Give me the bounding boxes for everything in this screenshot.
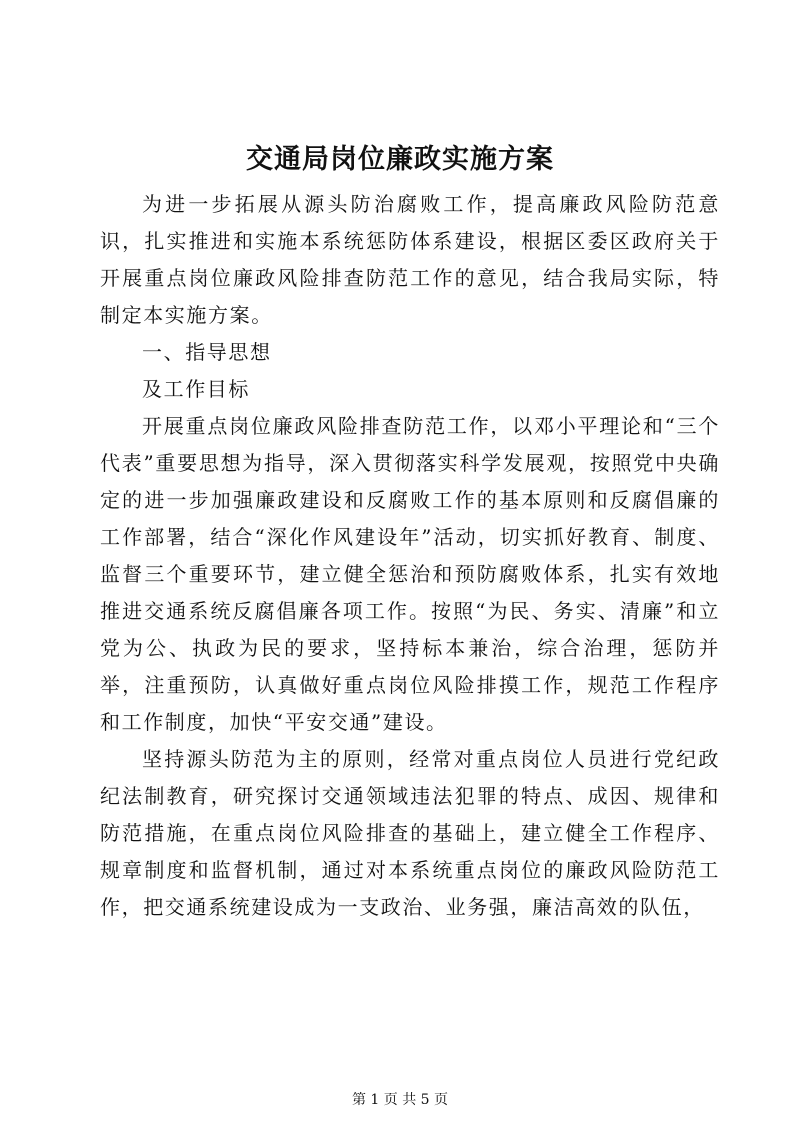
section-heading-guiding-thought: 一、指导思想 [142, 340, 272, 364]
paragraph-intro: 为进一步拓展从源头防治腐败工作，提高廉政风险防范意识，扎实推进和实施本系统惩防体系建设，根据区委区政府关于开展重点岗位廉政风险排查防范工作的意见，结合我局实际，特制定本实施方案。 [100, 192, 720, 327]
page-footer: 第 1 页 共 5 页 [351, 1092, 449, 1108]
paragraph-principles: 坚持源头防范为主的原则，经常对重点岗位人员进行党纪政纪法制教育，研究探讨交通领域违法犯罪的特点、成因、规律和防范措施，在重点岗位风险排查的基础上，建立健全工作程序、规章制度和监督机制，通过对本系统重点岗位的廉政风险防范工作，把交通系统建设成为一支政治、业务强，廉洁高效的队伍， [100, 747, 720, 919]
paragraph-guiding-content: 开展重点岗位廉政风险排查防范工作，以邓小平理论和“三个代表”重要思想为指导，深入贯彻落实科学发展观，按照党中央确定的进一步加强廉政建设和反腐败工作的基本原则和反腐倡廉的工作部署，结合“深化作风建设年”活动，切实抓好教育、制度、监督三个重要环节，建立健全惩治和预防腐败体系，扎实有效地推进交通系统反腐倡廉各项工作。按照“为民、务实、清廉”和立党为公、执政为民的要求，坚持标本兼治，综合治理，惩防并举，注重预防，认真做好重点岗位风险排摸工作，规范工作程序和工作制度，加快“平安交通”建设。 [100, 414, 720, 734]
document-title: 交通局岗位廉政实施方案 [246, 144, 554, 175]
section-heading-work-goals: 及工作目标 [142, 377, 250, 401]
document-body [100, 186, 720, 926]
